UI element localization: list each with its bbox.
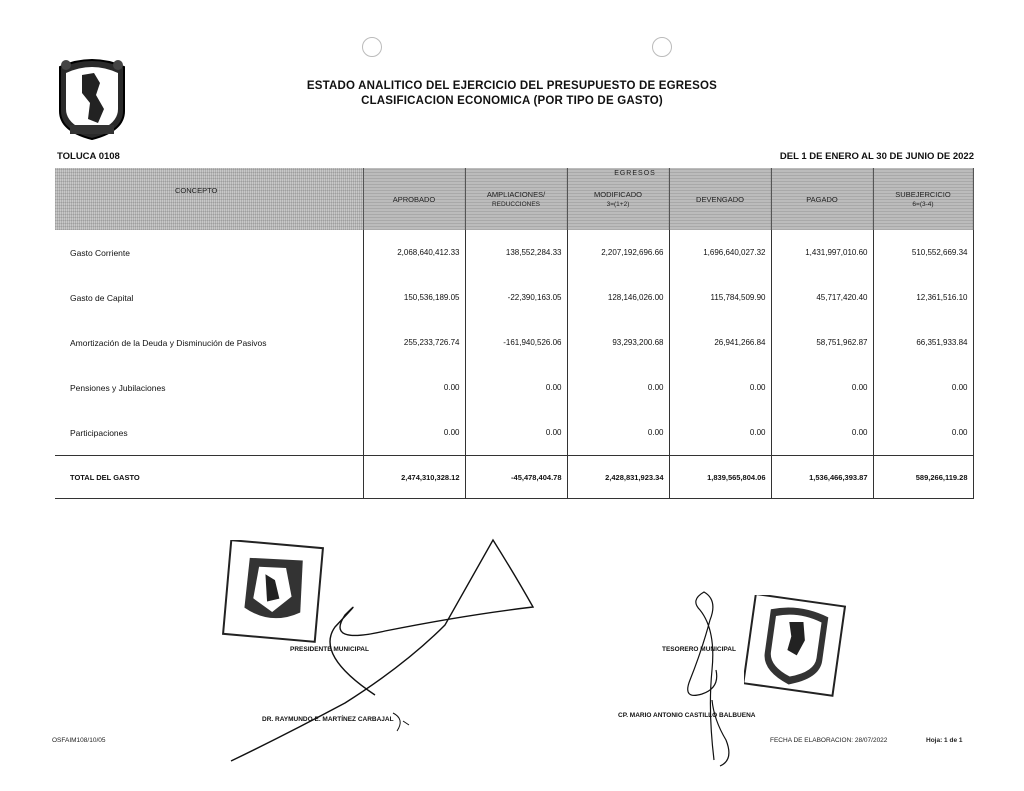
col-header-accrued: DEVENGADO	[669, 168, 771, 230]
treasurer-name: CP. MARIO ANTONIO CASTILLO BALBUENA	[618, 712, 756, 719]
total-amplifications: -45,478,404.78	[465, 456, 567, 499]
row-amplifications: 0.00	[465, 410, 567, 456]
row-concept: Gasto Corriente	[55, 230, 363, 275]
table-row	[55, 320, 973, 365]
row-amplifications: 138,552,284.33	[465, 230, 567, 275]
row-accrued: 26,941,266.84	[669, 320, 771, 365]
report-period: DEL 1 DE ENERO AL 30 DE JUNIO DE 2022	[779, 151, 974, 162]
row-accrued: 115,784,509.90	[669, 275, 771, 320]
page-number: Hoja: 1 de 1	[926, 737, 963, 744]
egresos-group-header: EGRESOS	[614, 170, 656, 177]
row-approved: 0.00	[363, 410, 465, 456]
row-approved: 255,233,726.74	[363, 320, 465, 365]
col-header-modified: MODIFICADO 3=(1+2)	[567, 168, 669, 230]
row-accrued: 0.00	[669, 365, 771, 410]
col-header-approved: APROBADO	[363, 168, 465, 230]
row-paid: 0.00	[771, 410, 873, 456]
row-concept: Gasto de Capital	[55, 275, 363, 320]
row-subexercise: 0.00	[873, 410, 973, 456]
municipality-code: TOLUCA 0108	[57, 151, 120, 162]
row-accrued: 0.00	[669, 410, 771, 456]
row-modified: 93,293,200.68	[567, 320, 669, 365]
table-row	[55, 365, 973, 410]
treasurer-signature	[660, 590, 780, 770]
president-signature	[225, 535, 555, 775]
total-modified: 2,428,831,923.34	[567, 456, 669, 499]
row-concept: Participaciones	[55, 410, 363, 456]
total-approved: 2,474,310,328.12	[363, 456, 465, 499]
row-approved: 150,536,189.05	[363, 275, 465, 320]
table-row	[55, 275, 973, 320]
row-amplifications: -161,940,526.06	[465, 320, 567, 365]
col-header-paid: PAGADO	[771, 168, 873, 230]
report-title: ESTADO ANALITICO DEL EJERCICIO DEL PRESUPUESTO DE EGRESOS	[306, 80, 718, 92]
report-subtitle: CLASIFICACION ECONOMICA (POR TIPO DE GASTO)	[361, 95, 663, 107]
punch-hole	[362, 37, 382, 57]
row-modified: 128,146,026.00	[567, 275, 669, 320]
row-modified: 2,207,192,696.66	[567, 230, 669, 275]
total-paid: 1,536,466,393.87	[771, 456, 873, 499]
total-subexercise: 589,266,119.28	[873, 456, 973, 499]
row-subexercise: 0.00	[873, 365, 973, 410]
row-paid: 0.00	[771, 365, 873, 410]
punch-hole	[652, 37, 672, 57]
table-header-row	[55, 168, 973, 230]
row-approved: 2,068,640,412.33	[363, 230, 465, 275]
row-paid: 58,751,962.87	[771, 320, 873, 365]
row-subexercise: 12,361,516.10	[873, 275, 973, 320]
row-paid: 45,717,420.40	[771, 275, 873, 320]
table-row	[55, 230, 973, 275]
row-accrued: 1,696,640,027.32	[669, 230, 771, 275]
row-subexercise: 66,351,933.84	[873, 320, 973, 365]
total-concept: TOTAL DEL GASTO	[55, 456, 363, 499]
row-approved: 0.00	[363, 365, 465, 410]
president-role-label: PRESIDENTE MUNICIPAL	[290, 646, 369, 653]
col-header-amplifications: AMPLIACIONES/ REDUCCIONES	[465, 168, 567, 230]
col-header-concept: CONCEPTO	[55, 168, 363, 230]
table-row	[55, 410, 973, 456]
row-amplifications: 0.00	[465, 365, 567, 410]
elaboration-date: FECHA DE ELABORACION: 28/07/2022	[770, 737, 888, 744]
col-header-subexercise: SUBEJERCICIO 6=(3-4)	[873, 168, 973, 230]
president-name: DR. RAYMUNDO E. MARTÍNEZ CARBAJAL	[262, 716, 394, 723]
total-accrued: 1,839,565,804.06	[669, 456, 771, 499]
budget-table	[55, 168, 974, 499]
row-amplifications: -22,390,163.05	[465, 275, 567, 320]
row-modified: 0.00	[567, 410, 669, 456]
row-concept: Pensiones y Jubilaciones	[55, 365, 363, 410]
row-modified: 0.00	[567, 365, 669, 410]
row-subexercise: 510,552,669.34	[873, 230, 973, 275]
row-concept: Amortización de la Deuda y Disminución de Pasivos	[55, 320, 363, 365]
form-code: OSFAIM108/10/05	[52, 737, 106, 744]
row-paid: 1,431,997,010.60	[771, 230, 873, 275]
total-row	[55, 456, 973, 499]
treasurer-role-label: TESORERO MUNICIPAL	[662, 646, 736, 653]
